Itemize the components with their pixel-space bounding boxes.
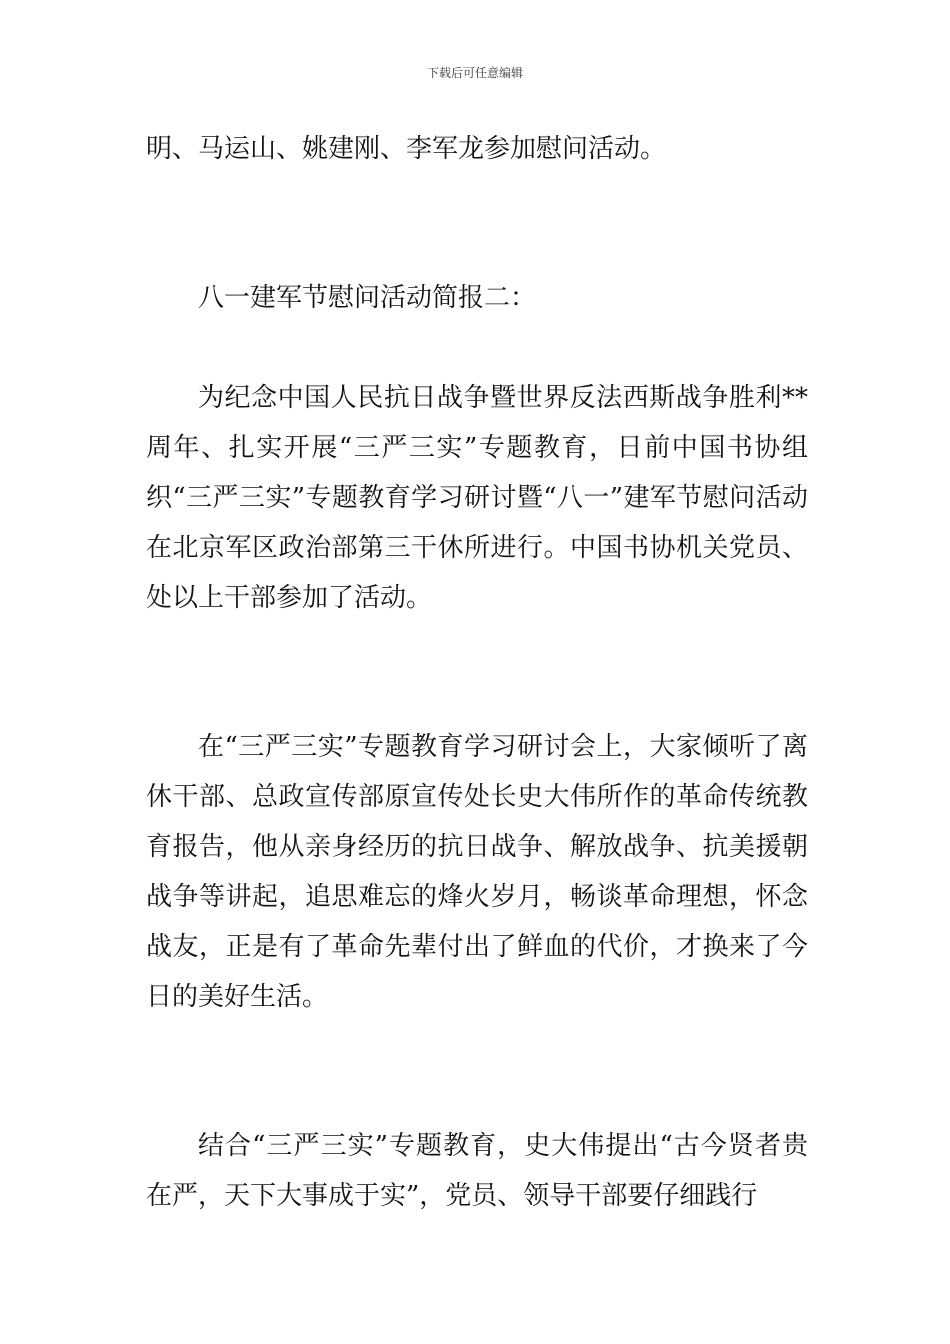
paragraph: 结合“三严三实”专题教育，史大伟提出“古今贤者贵在严，天下大事成于实”，党员、领导干部要仔细践行 (146, 1131, 808, 1211)
section-heading: 八一建军节慰问活动简报二： (198, 283, 537, 313)
paragraph: 为纪念中国人民抗日战争暨世界反法西斯战争胜利**周年、扎实开展“三严三实”专题教育，日前中国书协组织“三严三实”专题教育学习研讨暨“八一”建军节慰问活动在北京军区政治部第三干休所进行。中国书协机关党员、处以上干部参加了活动。 (146, 383, 808, 613)
paragraph-continuation: 明、马运山、姚建刚、李军龙参加慰问活动。 (146, 134, 667, 164)
document-body (146, 124, 808, 1221)
paragraph: 在“三严三实”专题教育学习研讨会上，大家倾听了离休干部、总政宣传部原宣传处长史大伟所作的革命传统教育报告，他从亲身经历的抗日战争、解放战争、抗美援朝战争等讲起，追思难忘的烽火岁月，畅谈革命理想，怀念战友，正是有了革命先辈付出了鲜血的代价，才换来了今日的美好生活。 (146, 732, 808, 1012)
page-header: 下载后可任意编辑 (426, 66, 523, 80)
